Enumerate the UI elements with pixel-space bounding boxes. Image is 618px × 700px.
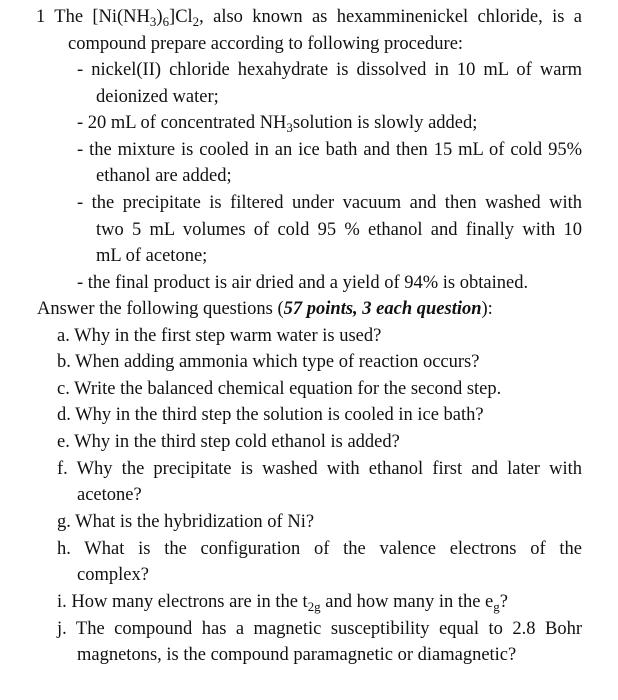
subquestion-b: b. When adding ammonia which type of reaction occurs? — [57, 352, 480, 372]
subquestion-g: g. What is the hybridization of Ni? — [57, 512, 315, 532]
points-note: 57 points, 3 each question — [283, 299, 482, 319]
step-1-line2: deionized water; — [96, 87, 219, 107]
step-4-line2: two 5 mL volumes of cold 95 % ethanol and finally with 10 — [96, 220, 582, 240]
step-5: - the final product is air dried and a yield of 94% is obtained. — [77, 273, 529, 293]
subquestion-f-line1: f. Why the precipitate is washed with ethanol first and later with — [57, 459, 582, 479]
subquestion-c: c. Write the balanced chemical equation for the second step. — [57, 379, 502, 399]
subquestion-j-line1: j. The compound has a magnetic susceptibility equal to 2.8 Bohr — [57, 619, 582, 639]
step-3-line2: ethanol are added; — [96, 166, 232, 186]
subquestion-h-line2: complex? — [77, 565, 149, 585]
subquestion-h-line1: h. What is the configuration of the valence electrons of the — [57, 539, 582, 559]
question-number: 1 — [36, 7, 46, 27]
subquestion-d: d. Why in the third step the solution is cooled in ice bath? — [57, 405, 484, 425]
question-intro-line1: 1 The $[Ni(NH_3)_6]Cl_2$, also known as hexamminenickel chloride, is a — [36, 7, 583, 29]
question-intro-line2: compound prepare according to following procedure: — [68, 34, 464, 54]
subquestion-j-line2: magnetons, is the compound paramagnetic or diamagnetic? — [77, 645, 517, 665]
subquestion-e: e. Why in the third step cold ethanol is added? — [57, 432, 400, 452]
step-3-line1: - the mixture is cooled in an ice bath and then 15 mL of cold 95% — [77, 140, 582, 160]
subquestion-i: i. How many electrons are in the $t_{2g}$ and how many in the $e_g$? — [57, 592, 508, 614]
answer-prompt: Answer the following questions (57 points, 3 each question): — [37, 299, 493, 319]
step-4-line3: mL of acetone; — [96, 246, 208, 266]
subquestion-a: a. Why in the first step warm water is used? — [57, 326, 382, 346]
subquestion-f-line2: acetone? — [77, 485, 142, 505]
step-2: - 20 mL of concentrated $NH_3solution$ is slowly added; — [77, 113, 478, 135]
step-4-line1: - the precipitate is filtered under vacuum and then washed with — [77, 193, 582, 213]
step-1-line1: - nickel(II) chloride hexahydrate is dissolved in 10 mL of warm — [77, 60, 582, 80]
